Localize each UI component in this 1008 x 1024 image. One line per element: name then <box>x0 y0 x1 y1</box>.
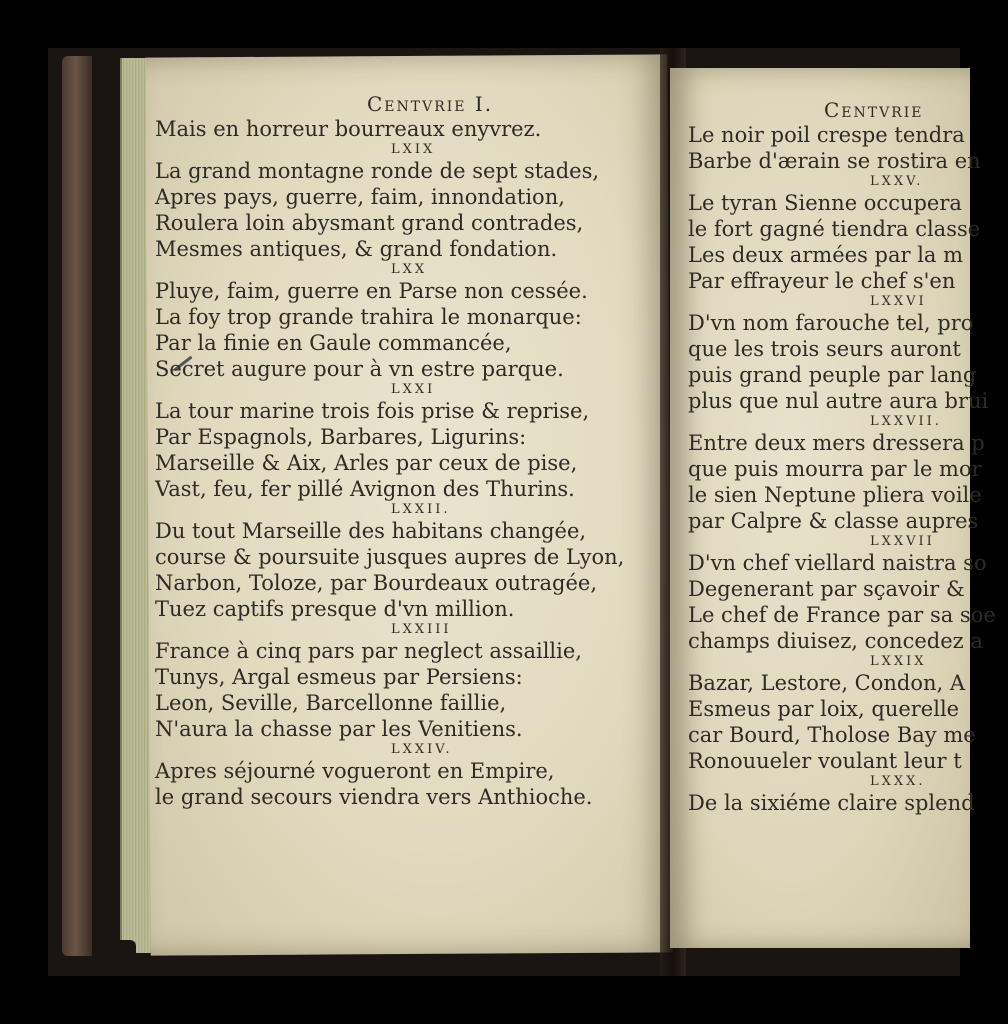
quatrain-number: LXXIX <box>870 654 927 669</box>
verse-line: Apres pays, guerre, faim, innondation, <box>155 185 565 209</box>
quatrain-number: LXXIII <box>391 622 452 637</box>
verse-line: France à cinq pars par neglect assaillie, <box>155 639 582 663</box>
quatrain-number: LXXVI <box>870 294 927 309</box>
quatrain-number: LXXX. <box>870 774 926 789</box>
quatrain-number: LXXVII <box>870 534 935 549</box>
verse-line: car Bourd, Tholose Bay me <box>688 723 976 747</box>
left-verse-list <box>155 116 624 810</box>
verse-line: Mesmes antiques, & grand fondation. <box>155 237 558 261</box>
verse-line: plus que nul autre aura brui <box>688 389 989 413</box>
quatrain-number: LXX <box>391 262 428 277</box>
verse-line: champs diuisez, concedez a <box>688 629 983 653</box>
verse-line: Les deux armées par la m <box>688 243 964 267</box>
quatrain-number: LXXV. <box>870 174 924 189</box>
verse-line: Entre deux mers dressera p <box>688 431 985 455</box>
quatrain-number: LXXI <box>391 382 436 397</box>
verse-line: puis grand peuple par lang <box>688 363 977 387</box>
verse-line: le sien Neptune pliera voile <box>688 483 982 507</box>
right-running-header: Centvrie <box>824 98 924 122</box>
right-verse-list <box>688 122 996 816</box>
verse-line: Tuez captifs presque d'vn million. <box>155 597 515 621</box>
verse-line: Ronouueler voulant leur t <box>688 749 962 773</box>
quatrain-number: LXXII. <box>391 502 451 517</box>
verse-line: D'vn chef viellard naistra so <box>688 551 987 575</box>
verse-line: Roulera loin abysmant grand contrades, <box>155 211 584 235</box>
verse-line: que les trois seurs auront <box>688 337 961 361</box>
left-page-text <box>155 92 624 810</box>
verse-line: Leon, Seville, Barcellonne faillie, <box>155 691 507 715</box>
verse-line: Le noir poil crespe tendra <box>688 123 965 147</box>
verse-line: La grand montagne ronde de sept stades, <box>155 159 600 183</box>
verse-line: D'vn nom farouche tel, pro <box>688 311 974 335</box>
verse-line: Le chef de France par sa soe <box>688 603 996 627</box>
quatrain-number: LXXIV. <box>391 742 453 757</box>
verse-line: le fort gagné tiendra classe <box>688 217 981 241</box>
verse-line: par Calpre & classe aupres <box>688 509 979 533</box>
verse-line: Barbe d'ærain se rostira en <box>688 149 981 173</box>
verse-line: De la sixiéme claire splend <box>688 791 975 815</box>
verse-line: Secret augure pour à vn estre parque. <box>155 357 564 381</box>
quatrain-number: LXIX <box>391 142 436 157</box>
verse-line: Par Espagnols, Barbares, Ligurins: <box>155 425 527 449</box>
verse-line: Mais en horreur bourreaux enyvrez. <box>155 117 542 141</box>
right-page-text <box>688 98 996 816</box>
verse-line: Marseille & Aix, Arles par ceux de pise, <box>155 451 578 475</box>
left-running-header: Centvrie I. <box>367 92 494 116</box>
verse-line: Degenerant par sçavoir & <box>688 577 965 601</box>
verse-line: Par la finie en Gaule commancée, <box>155 331 512 355</box>
verse-line: Pluye, faim, guerre en Parse non cessée. <box>155 279 588 303</box>
verse-line: Du tout Marseille des habitans changée, <box>155 519 587 543</box>
book-cover-edge <box>62 56 92 956</box>
verse-line: Le tyran Sienne occupera <box>688 191 962 215</box>
verse-line: Esmeus par loix, querelle <box>688 697 960 721</box>
verse-line: le grand secours viendra vers Anthioche. <box>155 785 593 809</box>
ink-blot <box>110 940 136 964</box>
verse-line: N'aura la chasse par les Venitiens. <box>155 717 523 741</box>
verse-line: Vast, feu, fer pillé Avignon des Thurins. <box>155 477 575 501</box>
verse-line: Tunys, Argal esmeus par Persiens: <box>155 665 523 689</box>
verse-line: La tour marine trois fois prise & reprise, <box>155 399 590 423</box>
verse-line: Bazar, Lestore, Condon, A <box>688 671 966 695</box>
verse-line: Narbon, Toloze, par Bourdeaux outragée, <box>155 571 598 595</box>
verse-line: Apres séjourné vogueront en Empire, <box>155 759 555 783</box>
verse-line: Par effrayeur le chef s'en <box>688 269 956 293</box>
verse-line: La foy trop grande trahira le monarque: <box>155 305 582 329</box>
quatrain-number: LXXVII. <box>870 414 942 429</box>
verse-line: course & poursuite jusques aupres de Lyon, <box>155 545 625 569</box>
verse-line: que puis mourra par le mor <box>688 457 982 481</box>
